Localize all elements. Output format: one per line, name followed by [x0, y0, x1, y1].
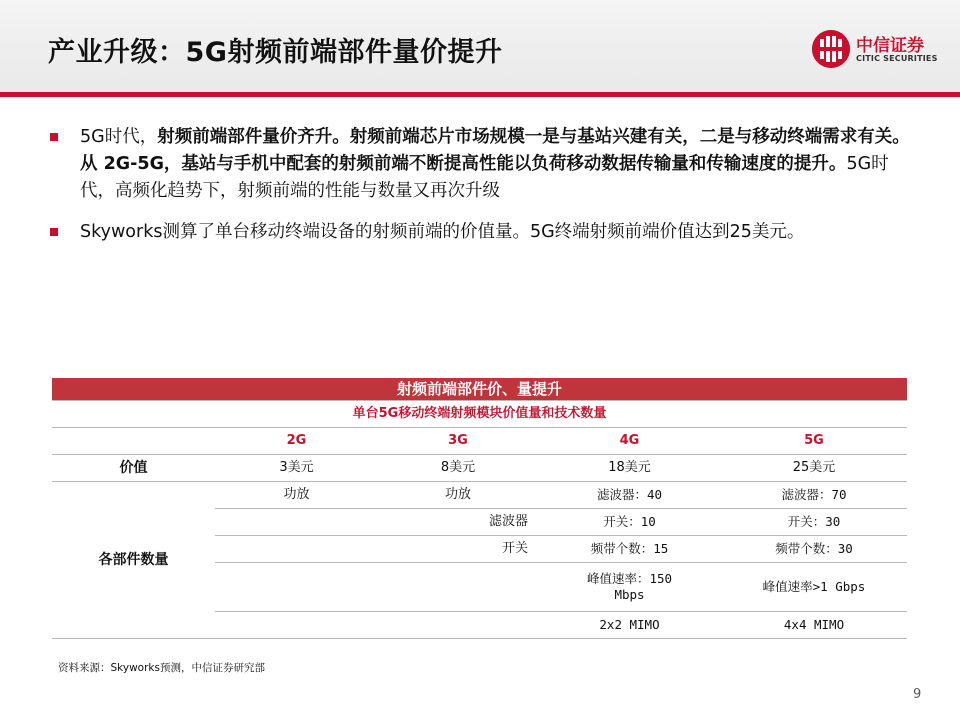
value-cell: 3美元: [215, 455, 378, 482]
parts-cell: [215, 612, 378, 639]
value-cell: 18美元: [538, 455, 721, 482]
gen-4g-header: 4G: [538, 428, 721, 455]
bullet-text: [80, 219, 918, 246]
parts-cell: 频带个数：30: [721, 536, 907, 563]
parts-cell: 滤波器：70: [721, 482, 907, 509]
bullet-text-part: Skyworks测算了单台移动终端设备的射频前端的价值量。5G终端射频前端价值达到25美元。: [80, 222, 805, 242]
parts-cell: [378, 612, 538, 639]
parts-cell: 滤波器：40: [538, 482, 721, 509]
bullet-square-icon: [50, 133, 58, 141]
slide-title: 产业升级：5G射频前端部件量价提升: [48, 37, 503, 68]
bullet-list: [48, 124, 918, 260]
bullet-text-part: 5G时代，: [80, 127, 158, 147]
slide-header: [0, 0, 960, 92]
table-generation-row: [52, 428, 907, 455]
parts-cell: [378, 563, 538, 612]
page-number: 9: [913, 687, 922, 702]
parts-cell: 峰值速率：150 Mbps: [538, 563, 721, 612]
gen-3g-header: 3G: [378, 428, 538, 455]
gen-2g-header: 2G: [215, 428, 378, 455]
parts-cell: [215, 563, 378, 612]
bullet-text-part-bold: 射频前端部件量价齐升。射频前端芯片市场规模一是与基站兴建有关，二是与移动终端需求有关。从 2G-5G，基站与手机中配套的射频前端不断提高性能以负荷移动数据传输量和传输速度的提升。: [80, 127, 910, 174]
parts-label: 各部件数量: [52, 482, 215, 639]
table-corner-cell: [52, 428, 215, 455]
company-logo: [812, 30, 952, 70]
value-label: 价值: [52, 455, 215, 482]
bullet-text-part: 5G时代，高频化趋势下，射频前端的性能与数量又再次升级: [80, 154, 889, 201]
source-note: 资料来源：Skyworks预测，中信证券研究部: [58, 662, 265, 674]
table-title-row: [52, 378, 907, 401]
table-row-value: [52, 455, 907, 482]
gen-5g-header: 5G: [721, 428, 907, 455]
parts-cell: 功放: [378, 482, 538, 509]
parts-cell: [215, 536, 378, 563]
bullet-item: [48, 124, 918, 205]
table-subtitle: 单台5G移动终端射频模块价值量和技术数量: [52, 401, 907, 428]
table-row: [52, 482, 907, 509]
header-divider: [0, 92, 960, 97]
parts-cell: 频带个数：15: [538, 536, 721, 563]
citic-logo-icon: [812, 30, 850, 68]
rf-frontend-table: [52, 378, 907, 639]
parts-cell: 开关：30: [721, 509, 907, 536]
parts-cell: 4x4 MIMO: [721, 612, 907, 639]
value-cell: 25美元: [721, 455, 907, 482]
parts-cell: [215, 509, 378, 536]
parts-cell: 峰值速率>1 Gbps: [721, 563, 907, 612]
logo-text-en: CITIC SECURITIES: [856, 54, 938, 63]
parts-cell: 2x2 MIMO: [538, 612, 721, 639]
value-cell: 8美元: [378, 455, 538, 482]
table-title: 射频前端部件价、量提升: [52, 378, 907, 401]
bullet-item: [48, 219, 918, 246]
logo-text-cn: 中信证券: [856, 36, 924, 56]
parts-cell: 滤波器: [378, 509, 538, 536]
table-subtitle-row: [52, 401, 907, 428]
parts-cell: 功放: [215, 482, 378, 509]
bullet-text: [80, 124, 918, 205]
bullet-square-icon: [50, 228, 58, 236]
parts-cell: 开关：10: [538, 509, 721, 536]
parts-cell: 开关: [378, 536, 538, 563]
